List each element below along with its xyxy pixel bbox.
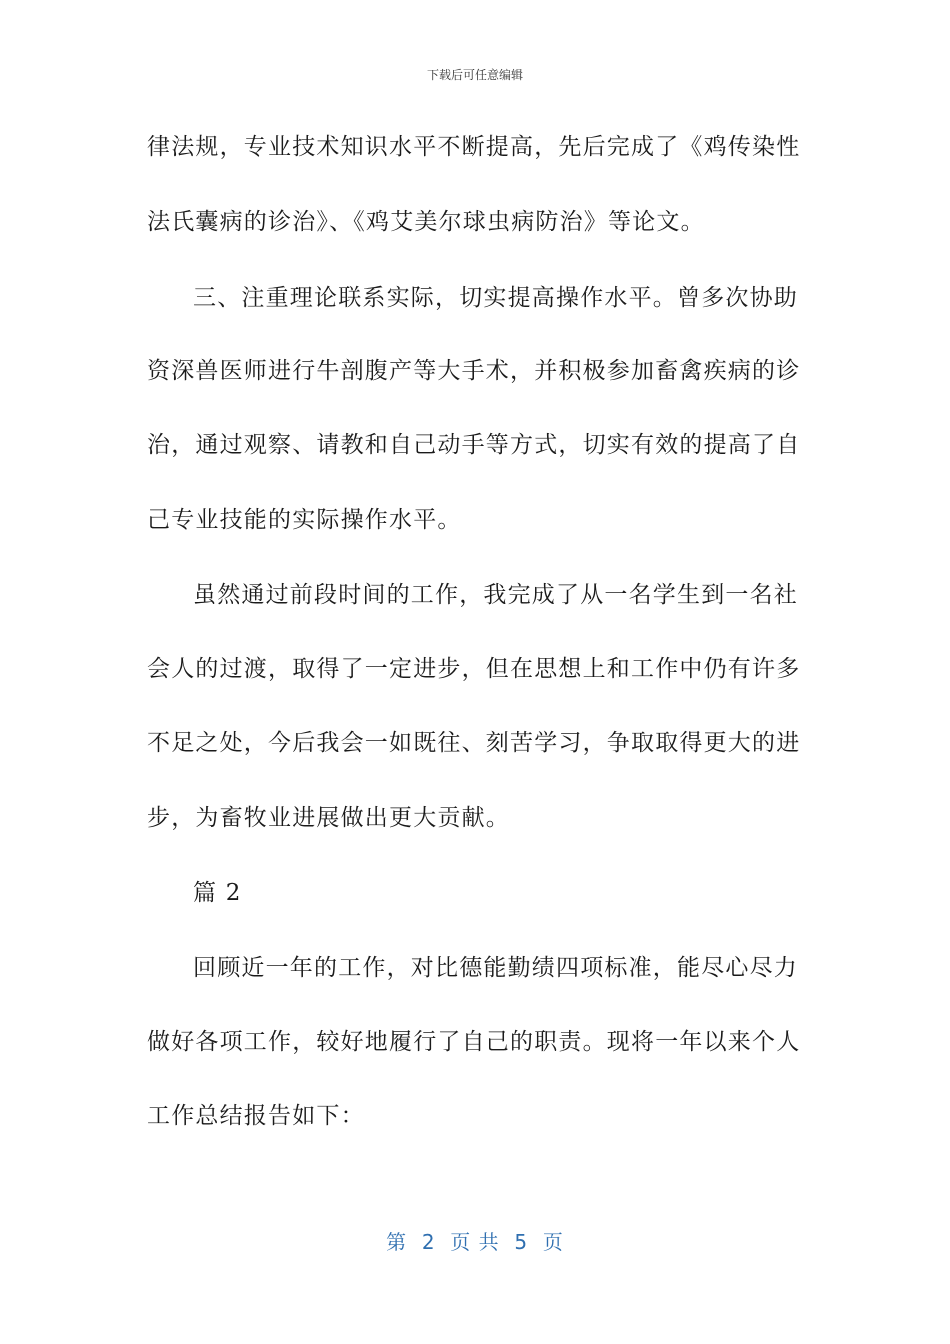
body-line: 不足之处，今后我会一如既往、刻苦学习，争取取得更大的进 xyxy=(147,730,801,756)
body-line: 己专业技能的实际操作水平。 xyxy=(147,507,462,533)
body-line: 会人的过渡，取得了一定进步，但在思想上和工作中仍有许多 xyxy=(147,656,801,682)
body-line: 工作总结报告如下： xyxy=(147,1103,365,1129)
header-note: 下载后可任意编辑 xyxy=(426,68,523,82)
body-line: 步，为畜牧业进展做出更大贡献。 xyxy=(147,805,510,831)
body-line: 三、注重理论联系实际，切实提高操作水平。曾多次协助 xyxy=(193,285,798,311)
body-line: 做好各项工作，较好地履行了自己的职责。现将一年以来个人 xyxy=(147,1029,801,1055)
body-line: 虽然通过前段时间的工作，我完成了从一名学生到一名社 xyxy=(193,582,798,608)
body-line: 治，通过观察、请教和自己动手等方式，切实有效的提高了自 xyxy=(147,432,801,458)
body-line: 律法规，专业技术知识水平不断提高，先后完成了《鸡传染性 xyxy=(147,134,801,160)
section-heading: 篇 2 xyxy=(193,880,242,906)
page-number: 第 2 页 共 5 页 xyxy=(386,1230,564,1254)
body-line: 资深兽医师进行牛剖腹产等大手术，并积极参加畜禽疾病的诊 xyxy=(147,358,801,384)
body-line: 法氏囊病的诊治》、《鸡艾美尔球虫病防治》等论文。 xyxy=(147,209,705,235)
body-line: 回顾近一年的工作，对比德能勤绩四项标准，能尽心尽力 xyxy=(193,955,798,981)
